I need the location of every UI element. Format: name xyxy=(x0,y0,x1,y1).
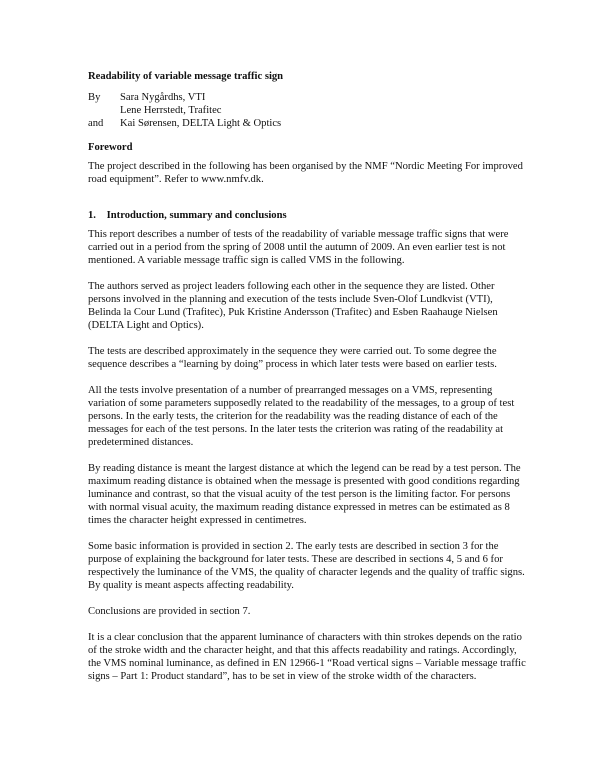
body-paragraph: The tests are described approximately in the sequence they were carried out. To some degree the sequence describes a “learning by doing” process in which later tests were based on earlier tests. xyxy=(88,346,497,370)
body-paragraph: All the tests involve presentation of a number of prearranged messages on a VMS, representing variation of some parameters supposedly related to the readability of the messages, to a group of test persons. In the early tests, the criterion for the readability was the reading distance of each of the messages for each of the test persons. In the later tests the criterion was rating of the readability at predetermined distances. xyxy=(88,385,515,448)
body-paragraph: This report describes a number of tests of the readability of variable message traffic signs that were carried out in a period from the spring of 2008 until the autumn of 2009. An even earlier test is not mentioned. A variable message traffic sign is called VMS in the following. xyxy=(88,229,509,266)
author-name: Lene Herrstedt, Trafitec xyxy=(120,105,222,116)
author-line xyxy=(88,117,528,130)
section-title: Introduction, summary and conclusions xyxy=(106,210,287,221)
author-line xyxy=(88,91,528,104)
body-paragraph: By reading distance is meant the largest distance at which the legend can be read by a test person. The maximum reading distance is obtained when the message is presented with good conditions regarding luminance and contrast, so that the visual acuity of the test person is the limiting factor. For persons with normal visual acuity, the maximum reading distance expressed in metres can be estimated as 8 times the character height expressed in centimetres. xyxy=(88,463,521,526)
author-prefix xyxy=(88,104,120,117)
author-prefix: By xyxy=(88,92,101,103)
author-line xyxy=(88,104,528,117)
body-paragraph: The authors served as project leaders following each other in the sequence they are listed. Other persons involved in the planning and execution of the tests include Sven-Olof Lundkvist (VTI), Belinda la Cour Lund (Trafitec), Puk Kristine Andersson (Trafitec) and Esben Raahauge Nielsen (DELTA Light and Optics). xyxy=(88,281,498,331)
document-page xyxy=(88,70,528,696)
section-heading xyxy=(88,209,528,222)
foreword-heading: Foreword xyxy=(88,142,133,153)
document-title: Readability of variable message traffic sign xyxy=(88,71,284,82)
foreword-paragraph: The project described in the following has been organised by the NMF “Nordic Meeting For improved road equipment”. Refer to www.nmfv.dk. xyxy=(88,161,523,185)
author-name: Sara Nygårdhs, VTI xyxy=(120,92,206,103)
author-name: Kai Sørensen, DELTA Light & Optics xyxy=(120,118,282,129)
section-number: 1. xyxy=(88,210,96,221)
body-paragraph: Some basic information is provided in section 2. The early tests are described in section 3 for the purpose of explaining the background for later tests. These are described in sections 4, 5 and 6 for respectively the luminance of the VMS, the quality of character legends and the quality of traffic signs. By quality is meant aspects affecting readability. xyxy=(88,541,525,591)
body-paragraph: Conclusions are provided in section 7. xyxy=(88,606,251,617)
author-prefix: and xyxy=(88,118,104,129)
author-list xyxy=(88,91,528,130)
body-paragraph: It is a clear conclusion that the apparent luminance of characters with thin strokes depends on the ratio of the stroke width and the character height, and that this affects readability and ratings. Accordingly, the VMS nominal luminance, as defined in EN 12966-1 “Road vertical signs – Variable message traffic signs – Part 1: Product standard”, has to be set in view of the stroke width of the characters. xyxy=(88,632,526,682)
